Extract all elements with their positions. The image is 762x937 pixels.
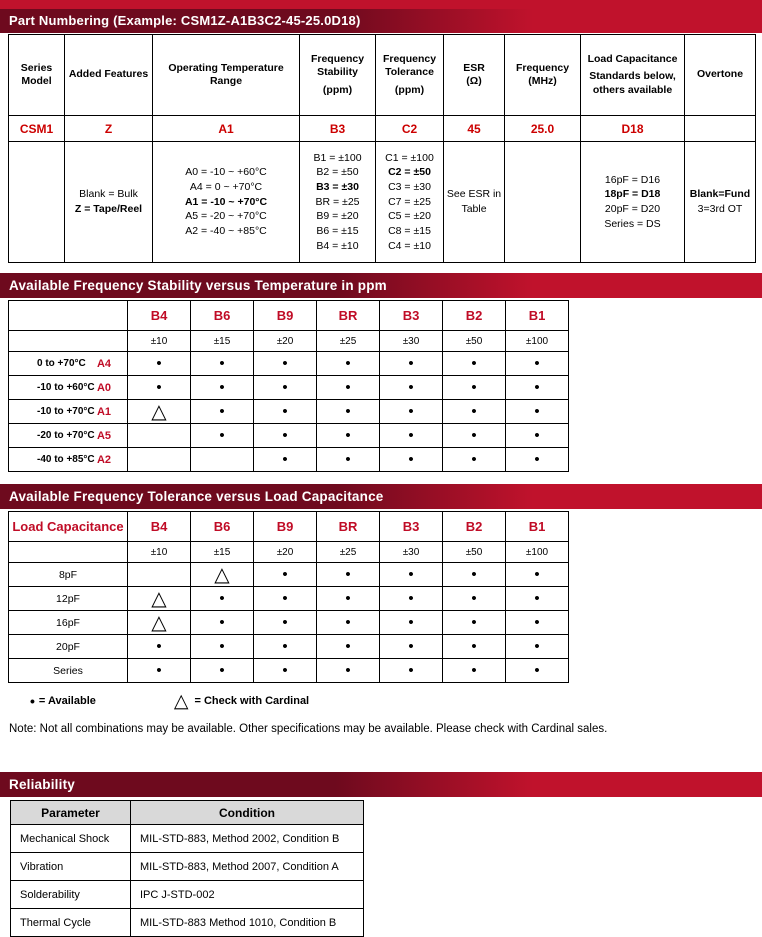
availability-cell: • (254, 563, 317, 587)
availability-cell: • (128, 352, 191, 376)
temp-code: A4 (96, 357, 111, 370)
column-header-frequency-stability: Frequency Stability (ppm) (300, 35, 376, 116)
part-numbering-title: Part Numbering (Example: CSM1Z-A1B3C2-45-25.0D18) (9, 13, 361, 28)
tolerance-table (8, 511, 569, 683)
stability-row-a1 (9, 400, 569, 424)
availability-cell (128, 448, 191, 472)
code-header-br: BR (317, 301, 380, 331)
code-header-b9: B9 (254, 301, 317, 331)
availability-cell: • (380, 448, 443, 472)
section-header-stability (0, 273, 762, 298)
ppm-value: ±100 (506, 542, 569, 563)
stability-row-a4 (9, 352, 569, 376)
part-code-tolerance: C2 (376, 116, 444, 142)
availability-cell: • (128, 659, 191, 683)
tolerance-row-8pf (9, 563, 569, 587)
stability-row-a0 (9, 376, 569, 400)
column-header-operating-temperature: Operating Temperature Range (153, 35, 300, 116)
availability-cell: △ (128, 587, 191, 611)
part-code-row (9, 116, 756, 142)
reliability-parameter-header: Parameter (11, 801, 131, 825)
detail-overtone-options: Blank=Fund 3=3rd OT (685, 142, 756, 263)
availability-cell: • (443, 611, 506, 635)
availability-cell: • (443, 400, 506, 424)
reliability-parameter-cell: Vibration (11, 853, 131, 881)
availability-cell: • (254, 659, 317, 683)
availability-cell: • (380, 352, 443, 376)
availability-cell: • (128, 376, 191, 400)
temp-code: A0 (96, 381, 111, 394)
availability-cell: • (443, 376, 506, 400)
availability-cell: • (506, 448, 569, 472)
detail-temperature-options: A0 = -10 ~ +60°C A4 = 0 ~ +70°C A1 = -10 ~ +70°C A5 = -20 ~ +70°C A2 = -40 ~ +85°C (153, 142, 300, 263)
availability-cell: • (443, 424, 506, 448)
availability-cell: • (506, 611, 569, 635)
code-header-b2: B2 (443, 512, 506, 542)
availability-cell: • (317, 448, 380, 472)
reliability-condition-header: Condition (131, 801, 364, 825)
availability-cell: • (380, 659, 443, 683)
ppm-value: ±20 (254, 331, 317, 352)
part-numbering-table (8, 34, 756, 263)
availability-cell: • (506, 352, 569, 376)
availability-cell: • (506, 424, 569, 448)
code-header-b3: B3 (380, 512, 443, 542)
availability-cell: • (317, 400, 380, 424)
availability-cell: • (443, 635, 506, 659)
reliability-condition-cell: MIL-STD-883, Method 2002, Condition B (131, 825, 364, 853)
temp-range-label: -20 to +70°C (37, 430, 95, 441)
reliability-parameter-cell: Thermal Cycle (11, 909, 131, 937)
availability-cell: • (380, 400, 443, 424)
ppm-value: ±25 (317, 331, 380, 352)
legend-dot-label: = Available (38, 695, 96, 707)
stability-row-a5 (9, 424, 569, 448)
tolerance-ppm-value-row (9, 542, 569, 563)
availability-cell: • (191, 376, 254, 400)
reliability-parameter-cell: Mechanical Shock (11, 825, 131, 853)
code-header-b2: B2 (443, 301, 506, 331)
availability-cell (128, 563, 191, 587)
ppm-value: ±30 (380, 331, 443, 352)
availability-cell: • (317, 659, 380, 683)
load-cap-row-label: 16pF (9, 611, 128, 635)
reliability-condition-cell: IPC J-STD-002 (131, 881, 364, 909)
availability-cell: • (254, 376, 317, 400)
availability-cell: △ (128, 611, 191, 635)
availability-cell: • (317, 587, 380, 611)
code-header-b1: B1 (506, 512, 569, 542)
availability-cell: • (506, 635, 569, 659)
column-header-frequency: Frequency (MHz) (505, 35, 581, 116)
availability-cell: • (443, 448, 506, 472)
temp-range-label: -40 to +85°C (37, 454, 95, 465)
availability-cell: • (317, 376, 380, 400)
detail-load-capacitance-options: 16pF = D16 18pF = D18 20pF = D20 Series = DS (581, 142, 685, 263)
code-header-br: BR (317, 512, 380, 542)
availability-cell: • (506, 400, 569, 424)
availability-cell: • (506, 563, 569, 587)
availability-cell (128, 424, 191, 448)
availability-cell: • (506, 376, 569, 400)
tolerance-section-title: Available Frequency Tolerance versus Load Capacitance (9, 489, 384, 504)
availability-cell: • (443, 587, 506, 611)
code-header-b9: B9 (254, 512, 317, 542)
part-code-frequency: 25.0 (505, 116, 581, 142)
top-red-strip (0, 0, 762, 9)
ppm-value: ±15 (191, 331, 254, 352)
load-cap-row-label: Series (9, 659, 128, 683)
availability-cell (191, 448, 254, 472)
availability-cell: • (380, 376, 443, 400)
stability-code-header-row (9, 301, 569, 331)
availability-cell: • (254, 587, 317, 611)
ppm-value: ±10 (128, 331, 191, 352)
section-header-reliability (0, 772, 762, 797)
stability-ppm-value-row (9, 331, 569, 352)
availability-cell: • (254, 400, 317, 424)
part-code-stability: B3 (300, 116, 376, 142)
table-row (11, 853, 364, 881)
temp-range-label: 0 to +70°C (37, 358, 86, 369)
part-numbering-header-row (9, 35, 756, 116)
column-header-added-features: Added Features (65, 35, 153, 116)
part-code-overtone (685, 116, 756, 142)
part-code-temperature: A1 (153, 116, 300, 142)
availability-cell: • (254, 352, 317, 376)
temp-range-label: -10 to +60°C (37, 382, 95, 393)
column-header-overtone: Overtone (685, 35, 756, 116)
detail-added-features: Blank = Bulk Z = Tape/Reel (65, 142, 153, 263)
availability-cell: • (254, 448, 317, 472)
ppm-value: ±30 (380, 542, 443, 563)
column-header-frequency-tolerance: Frequency Tolerance (ppm) (376, 35, 444, 116)
reliability-condition-cell: MIL-STD-883 Method 1010, Condition B (131, 909, 364, 937)
part-numbering-title-bar (0, 9, 762, 33)
ppm-value: ±100 (506, 331, 569, 352)
code-header-b4: B4 (128, 512, 191, 542)
temp-code: A5 (96, 429, 111, 442)
availability-cell: • (254, 424, 317, 448)
availability-cell: • (380, 563, 443, 587)
column-header-esr: ESR (Ω) (444, 35, 505, 116)
load-capacitance-header: Load Capacitance (9, 512, 128, 542)
availability-cell: • (380, 587, 443, 611)
availability-cell: • (191, 352, 254, 376)
column-header-series-model: Series Model (9, 35, 65, 116)
detail-series-model (9, 142, 65, 263)
part-code-esr: 45 (444, 116, 505, 142)
section-header-tolerance (0, 484, 762, 509)
availability-cell: • (317, 563, 380, 587)
code-header-b1: B1 (506, 301, 569, 331)
stability-row-a2 (9, 448, 569, 472)
temp-code: A2 (96, 453, 111, 466)
table-row (11, 909, 364, 937)
tolerance-row-20pf (9, 635, 569, 659)
availability-cell: • (443, 352, 506, 376)
availability-cell: • (128, 635, 191, 659)
code-header-b6: B6 (191, 301, 254, 331)
reliability-header-row (11, 801, 364, 825)
availability-cell: △ (128, 400, 191, 424)
availability-cell: • (317, 611, 380, 635)
ppm-value: ±15 (191, 542, 254, 563)
code-header-b3: B3 (380, 301, 443, 331)
availability-cell: • (443, 659, 506, 683)
detail-frequency (505, 142, 581, 263)
part-code-load-capacitance: D18 (581, 116, 685, 142)
code-header-b4: B4 (128, 301, 191, 331)
availability-cell: • (254, 635, 317, 659)
part-code-added-features: Z (65, 116, 153, 142)
availability-cell: △ (191, 563, 254, 587)
availability-cell: • (191, 587, 254, 611)
ppm-value: ±20 (254, 542, 317, 563)
availability-cell: • (191, 611, 254, 635)
ppm-value: ±10 (128, 542, 191, 563)
stability-label-header (9, 301, 128, 331)
availability-cell: • (254, 611, 317, 635)
stability-section-title: Available Frequency Stability versus Temperature in ppm (9, 278, 387, 293)
availability-cell: • (506, 587, 569, 611)
table-row (11, 881, 364, 909)
load-cap-row-label: 20pF (9, 635, 128, 659)
load-cap-row-label: 8pF (9, 563, 128, 587)
detail-esr: See ESR in Table (444, 142, 505, 263)
availability-cell: • (317, 635, 380, 659)
stability-table (8, 300, 569, 472)
column-header-load-capacitance: Load Capacitance Standards below, others available (581, 35, 685, 116)
dot-icon: • (30, 693, 35, 709)
temp-range-label: -10 to +70°C (37, 406, 95, 417)
reliability-condition-cell: MIL-STD-883, Method 2007, Condition A (131, 853, 364, 881)
availability-cell: • (191, 635, 254, 659)
availability-cell: • (380, 635, 443, 659)
reliability-table (10, 800, 364, 937)
availability-cell: • (317, 424, 380, 448)
availability-cell: • (380, 424, 443, 448)
availability-cell: • (317, 352, 380, 376)
availability-cell: • (191, 659, 254, 683)
ppm-value: ±50 (443, 331, 506, 352)
part-numbering-section (0, 0, 762, 263)
table-row (11, 825, 364, 853)
triangle-icon: △ (173, 690, 189, 712)
legend-triangle-label: = Check with Cardinal (194, 695, 310, 707)
ppm-value: ±25 (317, 542, 380, 563)
ppm-value: ±50 (443, 542, 506, 563)
code-header-b6: B6 (191, 512, 254, 542)
detail-tolerance-options: C1 = ±100 C2 = ±50 C3 = ±30 C7 = ±25 C5 = ±20 C8 = ±15 C4 = ±10 (376, 142, 444, 263)
availability-cell: • (380, 611, 443, 635)
reliability-section-title: Reliability (9, 777, 75, 792)
reliability-parameter-cell: Solderability (11, 881, 131, 909)
availability-cell: • (506, 659, 569, 683)
availability-cell: • (443, 563, 506, 587)
part-detail-row (9, 142, 756, 263)
tolerance-row-12pf (9, 587, 569, 611)
tolerance-row-series (9, 659, 569, 683)
detail-stability-options: B1 = ±100 B2 = ±50 B3 = ±30 BR = ±25 B9 = ±20 B6 = ±15 B4 = ±10 (300, 142, 376, 263)
note-text: Note: Not all combinations may be available. Other specifications may be available. Please check with Cardinal sales. (9, 723, 608, 735)
tolerance-row-16pf (9, 611, 569, 635)
availability-cell: • (191, 424, 254, 448)
load-cap-row-label: 12pF (9, 587, 128, 611)
availability-cell: • (191, 400, 254, 424)
legend (30, 691, 762, 711)
tolerance-code-header-row (9, 512, 569, 542)
part-code-series: CSM1 (9, 116, 65, 142)
temp-code: A1 (96, 405, 111, 418)
